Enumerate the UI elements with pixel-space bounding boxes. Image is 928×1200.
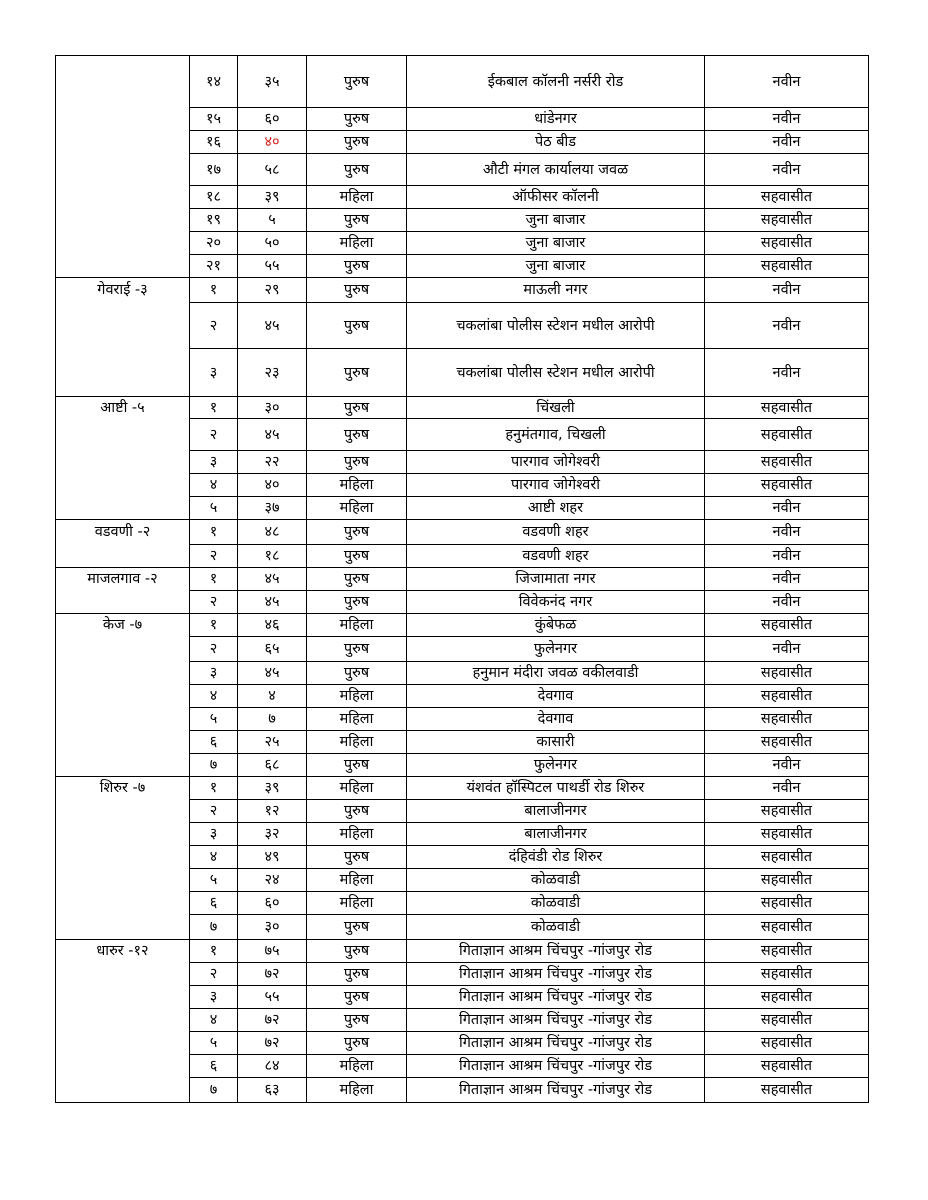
- status-cell: नवीन: [705, 637, 869, 662]
- age-cell: २४: [238, 869, 307, 892]
- age-cell: ५८: [238, 154, 307, 186]
- table-row: [56, 1078, 869, 1103]
- serial-number-cell: २: [190, 963, 238, 986]
- status-cell: सहवासीत: [705, 963, 869, 986]
- table-row: [56, 731, 869, 754]
- gender-cell: महिला: [307, 1055, 407, 1078]
- gender-cell: महिला: [307, 1078, 407, 1103]
- address-cell: ईकबाल कॉलनी नर्सरी रोड: [407, 56, 705, 108]
- status-cell: सहवासीत: [705, 892, 869, 915]
- address-cell: बालाजीनगर: [407, 800, 705, 823]
- gender-cell: पुरुष: [307, 591, 407, 614]
- table-row: [56, 303, 869, 349]
- age-cell: २५: [238, 731, 307, 754]
- status-cell: सहवासीत: [705, 419, 869, 451]
- serial-number-cell: १४: [190, 56, 238, 108]
- status-cell: सहवासीत: [705, 209, 869, 232]
- serial-number-cell: १: [190, 520, 238, 545]
- address-cell: जुना बाजार: [407, 232, 705, 255]
- status-cell: सहवासीत: [705, 708, 869, 731]
- district-cell: [56, 108, 190, 131]
- age-cell: १२: [238, 800, 307, 823]
- age-cell: ५५: [238, 255, 307, 278]
- status-cell: नवीन: [705, 349, 869, 397]
- gender-cell: पुरुष: [307, 637, 407, 662]
- district-cell: [56, 915, 190, 940]
- district-cell: [56, 963, 190, 986]
- age-cell: ६८: [238, 754, 307, 777]
- status-cell: सहवासीत: [705, 451, 869, 474]
- gender-cell: महिला: [307, 614, 407, 637]
- gender-cell: पुरुष: [307, 915, 407, 940]
- serial-number-cell: ७: [190, 915, 238, 940]
- table-row: [56, 186, 869, 209]
- age-cell: ४५: [238, 419, 307, 451]
- district-cell: [56, 419, 190, 451]
- district-cell: [56, 892, 190, 915]
- gender-cell: पुरुष: [307, 278, 407, 303]
- table-row: [56, 823, 869, 846]
- table-row: [56, 419, 869, 451]
- gender-cell: महिला: [307, 869, 407, 892]
- status-cell: सहवासीत: [705, 731, 869, 754]
- status-cell: सहवासीत: [705, 662, 869, 685]
- serial-number-cell: ४: [190, 846, 238, 869]
- serial-number-cell: १५: [190, 108, 238, 131]
- gender-cell: पुरुष: [307, 568, 407, 591]
- table-row: [56, 685, 869, 708]
- age-cell: ७२: [238, 963, 307, 986]
- age-cell: ४५: [238, 303, 307, 349]
- district-cell: [56, 986, 190, 1009]
- serial-number-cell: ६: [190, 1055, 238, 1078]
- district-cell: [56, 662, 190, 685]
- gender-cell: पुरुष: [307, 1032, 407, 1055]
- status-cell: सहवासीत: [705, 915, 869, 940]
- address-cell: जुना बाजार: [407, 255, 705, 278]
- gender-cell: पुरुष: [307, 419, 407, 451]
- age-cell: ३९: [238, 777, 307, 800]
- gender-cell: महिला: [307, 708, 407, 731]
- address-cell: कोळवाडी: [407, 892, 705, 915]
- address-cell: कोळवाडी: [407, 869, 705, 892]
- serial-number-cell: ३: [190, 451, 238, 474]
- gender-cell: महिला: [307, 232, 407, 255]
- gender-cell: पुरुष: [307, 940, 407, 963]
- age-cell: ६०: [238, 892, 307, 915]
- table-row: [56, 209, 869, 232]
- district-cell: धारुर -१२: [56, 940, 190, 963]
- age-cell: ३०: [238, 397, 307, 419]
- address-cell: गिताज्ञान आश्रम चिंचपुर -गांजपुर रोड: [407, 1055, 705, 1078]
- district-cell: [56, 255, 190, 278]
- table-row: [56, 915, 869, 940]
- gender-cell: पुरुष: [307, 520, 407, 545]
- district-cell: [56, 1078, 190, 1103]
- table-row: [56, 255, 869, 278]
- status-cell: नवीन: [705, 131, 869, 154]
- table-row: [56, 754, 869, 777]
- address-cell: गिताज्ञान आश्रम चिंचपुर -गांजपुर रोड: [407, 986, 705, 1009]
- age-cell: १८: [238, 545, 307, 568]
- age-cell: ४०: [238, 474, 307, 497]
- table-row: [56, 662, 869, 685]
- status-cell: सहवासीत: [705, 869, 869, 892]
- district-cell: माजलगाव -२: [56, 568, 190, 591]
- gender-cell: पुरुष: [307, 754, 407, 777]
- serial-number-cell: २: [190, 591, 238, 614]
- gender-cell: पुरुष: [307, 451, 407, 474]
- address-cell: गिताज्ञान आश्रम चिंचपुर -गांजपुर रोड: [407, 963, 705, 986]
- district-cell: [56, 637, 190, 662]
- gender-cell: महिला: [307, 497, 407, 520]
- address-cell: वडवणी शहर: [407, 520, 705, 545]
- table-row: [56, 1055, 869, 1078]
- table-row: [56, 1009, 869, 1032]
- table-row: [56, 56, 869, 108]
- address-cell: ऑफीसर कॉलनी: [407, 186, 705, 209]
- district-cell: [56, 800, 190, 823]
- table-body: [56, 56, 869, 1103]
- gender-cell: पुरुष: [307, 131, 407, 154]
- address-cell: कोळवाडी: [407, 915, 705, 940]
- serial-number-cell: ६: [190, 731, 238, 754]
- serial-number-cell: ५: [190, 708, 238, 731]
- address-cell: देवगाव: [407, 685, 705, 708]
- status-cell: सहवासीत: [705, 940, 869, 963]
- age-cell: ३५: [238, 56, 307, 108]
- age-cell: ५०: [238, 232, 307, 255]
- serial-number-cell: २: [190, 545, 238, 568]
- address-cell: पारगाव जोगेश्वरी: [407, 474, 705, 497]
- district-cell: आष्टी -५: [56, 397, 190, 419]
- table-row: [56, 474, 869, 497]
- status-cell: नवीन: [705, 108, 869, 131]
- district-cell: [56, 708, 190, 731]
- address-cell: चिंखली: [407, 397, 705, 419]
- table-row: [56, 986, 869, 1009]
- table-row: [56, 869, 869, 892]
- serial-number-cell: ४: [190, 474, 238, 497]
- address-cell: गिताज्ञान आश्रम चिंचपुर -गांजपुर रोड: [407, 940, 705, 963]
- gender-cell: महिला: [307, 731, 407, 754]
- gender-cell: पुरुष: [307, 963, 407, 986]
- district-cell: [56, 186, 190, 209]
- table-row: [56, 1032, 869, 1055]
- district-cell: [56, 685, 190, 708]
- address-cell: गिताज्ञान आश्रम चिंचपुर -गांजपुर रोड: [407, 1032, 705, 1055]
- table-row: [56, 154, 869, 186]
- serial-number-cell: १: [190, 940, 238, 963]
- table-row: [56, 497, 869, 520]
- gender-cell: पुरुष: [307, 662, 407, 685]
- status-cell: नवीन: [705, 154, 869, 186]
- table-row: [56, 777, 869, 800]
- address-cell: माऊली नगर: [407, 278, 705, 303]
- gender-cell: महिला: [307, 892, 407, 915]
- age-cell: ४६: [238, 614, 307, 637]
- status-cell: सहवासीत: [705, 823, 869, 846]
- status-cell: नवीन: [705, 303, 869, 349]
- gender-cell: महिला: [307, 777, 407, 800]
- address-cell: यंशवंत हॉस्पिटल पाथर्डी रोड शिरुर: [407, 777, 705, 800]
- serial-number-cell: ५: [190, 869, 238, 892]
- district-cell: शिरुर -७: [56, 777, 190, 800]
- status-cell: नवीन: [705, 777, 869, 800]
- address-cell: धांडेनगर: [407, 108, 705, 131]
- address-cell: बालाजीनगर: [407, 823, 705, 846]
- serial-number-cell: १: [190, 397, 238, 419]
- serial-number-cell: ३: [190, 823, 238, 846]
- district-cell: [56, 591, 190, 614]
- table-row: [56, 451, 869, 474]
- address-cell: हनुमान मंदीरा जवळ वकीलवाडी: [407, 662, 705, 685]
- gender-cell: पुरुष: [307, 209, 407, 232]
- age-cell: ७५: [238, 940, 307, 963]
- age-cell: ५५: [238, 986, 307, 1009]
- district-cell: [56, 474, 190, 497]
- status-cell: सहवासीत: [705, 685, 869, 708]
- age-cell: ३०: [238, 915, 307, 940]
- age-cell: ४९: [238, 846, 307, 869]
- district-cell: [56, 56, 190, 108]
- gender-cell: पुरुष: [307, 303, 407, 349]
- age-cell: ४०: [238, 131, 307, 154]
- table-row: [56, 131, 869, 154]
- serial-number-cell: ७: [190, 1078, 238, 1103]
- table-row: [56, 520, 869, 545]
- status-cell: नवीन: [705, 591, 869, 614]
- district-cell: केज -७: [56, 614, 190, 637]
- address-cell: गिताज्ञान आश्रम चिंचपुर -गांजपुर रोड: [407, 1009, 705, 1032]
- address-cell: वडवणी शहर: [407, 545, 705, 568]
- status-cell: सहवासीत: [705, 186, 869, 209]
- table-row: [56, 614, 869, 637]
- table-row: [56, 545, 869, 568]
- district-cell: [56, 303, 190, 349]
- table-row: [56, 349, 869, 397]
- table-row: [56, 637, 869, 662]
- status-cell: नवीन: [705, 754, 869, 777]
- address-cell: फुलेनगर: [407, 637, 705, 662]
- gender-cell: पुरुष: [307, 108, 407, 131]
- age-cell: ७२: [238, 1032, 307, 1055]
- serial-number-cell: ६: [190, 892, 238, 915]
- gender-cell: पुरुष: [307, 800, 407, 823]
- serial-number-cell: ४: [190, 685, 238, 708]
- status-cell: सहवासीत: [705, 397, 869, 419]
- age-cell: ५: [238, 209, 307, 232]
- serial-number-cell: २: [190, 419, 238, 451]
- serial-number-cell: १: [190, 777, 238, 800]
- serial-number-cell: १६: [190, 131, 238, 154]
- status-cell: सहवासीत: [705, 1032, 869, 1055]
- district-cell: गेवराई -३: [56, 278, 190, 303]
- serial-number-cell: ७: [190, 754, 238, 777]
- age-cell: ७: [238, 708, 307, 731]
- table-row: [56, 568, 869, 591]
- gender-cell: पुरुष: [307, 1009, 407, 1032]
- age-cell: ४: [238, 685, 307, 708]
- status-cell: सहवासीत: [705, 255, 869, 278]
- status-cell: सहवासीत: [705, 1078, 869, 1103]
- address-cell: हनुमंतगाव, चिखली: [407, 419, 705, 451]
- status-cell: नवीन: [705, 56, 869, 108]
- gender-cell: महिला: [307, 186, 407, 209]
- table-row: [56, 108, 869, 131]
- gender-cell: पुरुष: [307, 56, 407, 108]
- status-cell: सहवासीत: [705, 1009, 869, 1032]
- district-cell: [56, 349, 190, 397]
- age-cell: ७२: [238, 1009, 307, 1032]
- gender-cell: पुरुष: [307, 349, 407, 397]
- district-cell: वडवणी -२: [56, 520, 190, 545]
- gender-cell: पुरुष: [307, 154, 407, 186]
- district-cell: [56, 754, 190, 777]
- table-row: [56, 232, 869, 255]
- district-cell: [56, 1055, 190, 1078]
- serial-number-cell: १: [190, 614, 238, 637]
- address-cell: दंहिवंडी रोड शिरुर: [407, 846, 705, 869]
- district-cell: [56, 1032, 190, 1055]
- district-cell: [56, 451, 190, 474]
- district-cell: [56, 131, 190, 154]
- serial-number-cell: २१: [190, 255, 238, 278]
- address-cell: जुना बाजार: [407, 209, 705, 232]
- serial-number-cell: २: [190, 800, 238, 823]
- address-cell: कुंबेफळ: [407, 614, 705, 637]
- patient-table: [55, 55, 869, 1103]
- address-cell: औटी मंगल कार्यालया जवळ: [407, 154, 705, 186]
- district-cell: [56, 232, 190, 255]
- age-cell: ६३: [238, 1078, 307, 1103]
- serial-number-cell: २०: [190, 232, 238, 255]
- address-cell: पेठ बीड: [407, 131, 705, 154]
- address-cell: आष्टी शहर: [407, 497, 705, 520]
- table-row: [56, 708, 869, 731]
- age-cell: २९: [238, 278, 307, 303]
- address-cell: फुलेनगर: [407, 754, 705, 777]
- gender-cell: महिला: [307, 474, 407, 497]
- district-cell: [56, 497, 190, 520]
- age-cell: २३: [238, 349, 307, 397]
- age-cell: ६०: [238, 108, 307, 131]
- address-cell: पारगाव जोगेश्वरी: [407, 451, 705, 474]
- address-cell: जिजामाता नगर: [407, 568, 705, 591]
- status-cell: नवीन: [705, 545, 869, 568]
- serial-number-cell: ३: [190, 349, 238, 397]
- address-cell: चकलांबा पोलीस स्टेशन मधील आरोपी: [407, 349, 705, 397]
- table-row: [56, 278, 869, 303]
- address-cell: चकलांबा पोलीस स्टेशन मधील आरोपी: [407, 303, 705, 349]
- gender-cell: पुरुष: [307, 986, 407, 1009]
- serial-number-cell: ५: [190, 497, 238, 520]
- table-row: [56, 397, 869, 419]
- gender-cell: पुरुष: [307, 545, 407, 568]
- gender-cell: पुरुष: [307, 255, 407, 278]
- district-cell: [56, 1009, 190, 1032]
- age-cell: ४५: [238, 662, 307, 685]
- status-cell: सहवासीत: [705, 846, 869, 869]
- table-row: [56, 940, 869, 963]
- serial-number-cell: ४: [190, 1009, 238, 1032]
- status-cell: सहवासीत: [705, 614, 869, 637]
- gender-cell: महिला: [307, 823, 407, 846]
- serial-number-cell: १९: [190, 209, 238, 232]
- address-cell: कासारी: [407, 731, 705, 754]
- age-cell: ४८: [238, 520, 307, 545]
- status-cell: सहवासीत: [705, 986, 869, 1009]
- serial-number-cell: ३: [190, 662, 238, 685]
- age-cell: ३९: [238, 186, 307, 209]
- status-cell: सहवासीत: [705, 474, 869, 497]
- serial-number-cell: २: [190, 303, 238, 349]
- age-cell: ६५: [238, 637, 307, 662]
- district-cell: [56, 823, 190, 846]
- age-cell: ८४: [238, 1055, 307, 1078]
- district-cell: [56, 209, 190, 232]
- status-cell: नवीन: [705, 497, 869, 520]
- serial-number-cell: ३: [190, 986, 238, 1009]
- district-cell: [56, 545, 190, 568]
- address-cell: गिताज्ञान आश्रम चिंचपुर -गांजपुर रोड: [407, 1078, 705, 1103]
- gender-cell: पुरुष: [307, 397, 407, 419]
- gender-cell: पुरुष: [307, 846, 407, 869]
- table-row: [56, 800, 869, 823]
- serial-number-cell: २: [190, 637, 238, 662]
- age-cell: ४५: [238, 591, 307, 614]
- status-cell: नवीन: [705, 520, 869, 545]
- status-cell: नवीन: [705, 568, 869, 591]
- status-cell: सहवासीत: [705, 800, 869, 823]
- status-cell: सहवासीत: [705, 232, 869, 255]
- table-row: [56, 846, 869, 869]
- district-cell: [56, 869, 190, 892]
- status-cell: सहवासीत: [705, 1055, 869, 1078]
- address-cell: विवेकनंद नगर: [407, 591, 705, 614]
- district-cell: [56, 846, 190, 869]
- serial-number-cell: ५: [190, 1032, 238, 1055]
- status-cell: नवीन: [705, 278, 869, 303]
- gender-cell: महिला: [307, 685, 407, 708]
- serial-number-cell: १: [190, 278, 238, 303]
- age-cell: ३२: [238, 823, 307, 846]
- address-cell: देवगाव: [407, 708, 705, 731]
- table-row: [56, 892, 869, 915]
- age-cell: २२: [238, 451, 307, 474]
- district-cell: [56, 731, 190, 754]
- serial-number-cell: १: [190, 568, 238, 591]
- age-cell: ४५: [238, 568, 307, 591]
- district-cell: [56, 154, 190, 186]
- serial-number-cell: १७: [190, 154, 238, 186]
- table-row: [56, 591, 869, 614]
- age-cell: ३७: [238, 497, 307, 520]
- serial-number-cell: १८: [190, 186, 238, 209]
- table-row: [56, 963, 869, 986]
